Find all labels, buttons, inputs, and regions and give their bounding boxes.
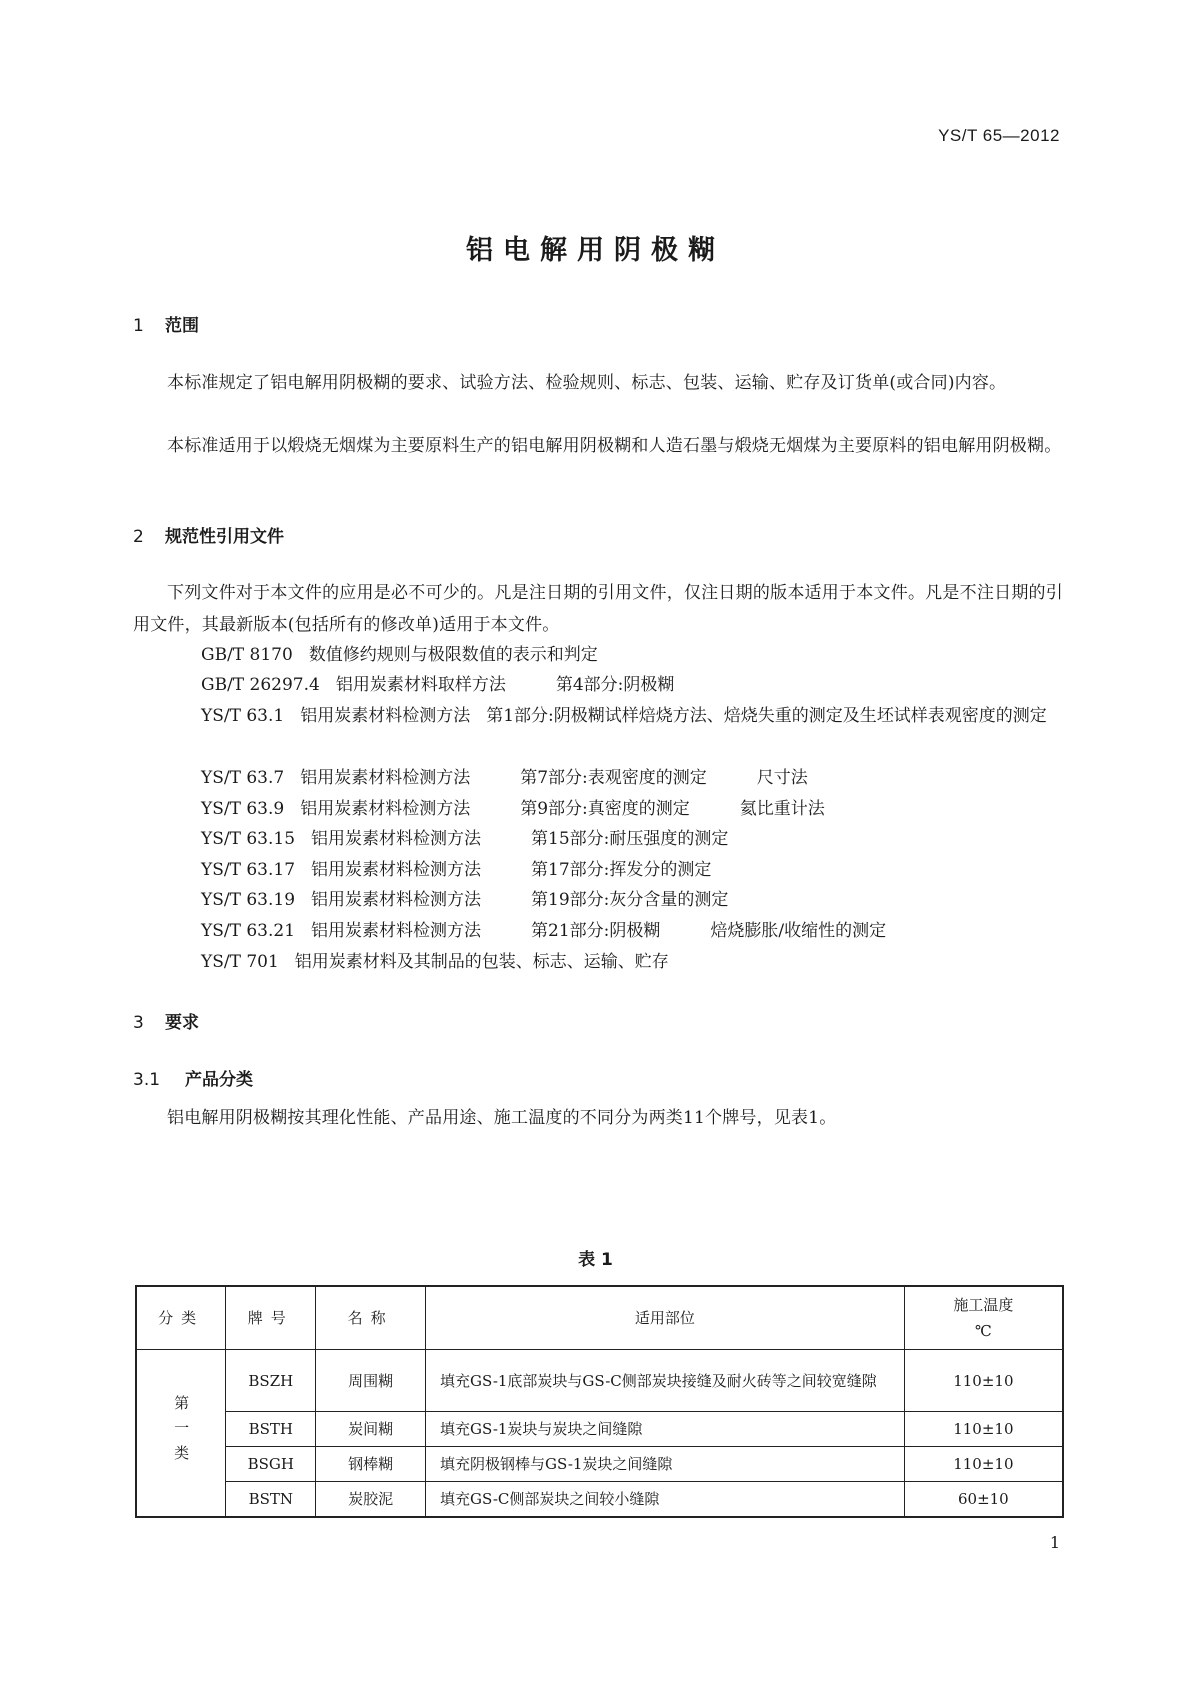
section-3-1-heading <box>133 1065 253 1090</box>
reference-title: 铝用炭素材料及其制品的包装、标志、运输、贮存 <box>294 952 669 972</box>
reference-title: 铝用炭素材料检测方法 <box>311 829 482 849</box>
reference-item <box>133 762 1063 794</box>
section-2-paragraph-1: 下列文件对于本文件的应用是必不可少的。凡是注日期的引用文件，仅注日期的版本适用于本文件。凡是不注日期的引用文件，其最新版本(包括所有的修改单)适用于本文件。 <box>133 583 1063 635</box>
section-1-heading <box>133 311 199 336</box>
table-row <box>136 1482 1063 1517</box>
grade-cell: BSTH <box>226 1412 316 1447</box>
reference-code: YS/T 63.9 <box>201 799 285 819</box>
reference-item <box>133 823 1063 855</box>
table-row <box>136 1447 1063 1482</box>
temperature-cell: 110±10 <box>904 1412 1063 1447</box>
reference-part: 第9部分:真密度的测定 <box>520 799 690 819</box>
reference-part: 第1部分:阴极糊试样焙烧方法、焙烧失重的测定及生坯试样表观密度的测定 <box>486 706 1047 726</box>
reference-part: 第21部分:阴极糊 <box>531 921 661 941</box>
section-3-1-paragraph: 铝电解用阴极糊按其理化性能、产品用途、施工温度的不同分为两类11个牌号，见表1。 <box>167 1108 837 1128</box>
reference-title: 铝用炭素材料检测方法 <box>300 768 471 788</box>
section-title: 规范性引用文件 <box>165 527 284 547</box>
reference-part: 第19部分:灰分含量的测定 <box>531 890 729 910</box>
section-2-heading <box>133 522 284 547</box>
reference-code: GB/T 26297.4 <box>201 675 320 695</box>
reference-title: 铝用炭素材料检测方法 <box>300 706 471 726</box>
reference-title: 铝用炭素材料检测方法 <box>311 890 482 910</box>
table-caption: 表 1 <box>578 1250 613 1270</box>
use-cell: 填充GS-1底部炭块与GS-C侧部炭块接缝及耐火砖等之间较宽缝隙 <box>426 1350 905 1412</box>
grade-cell: BSGH <box>226 1447 316 1482</box>
section-number: 1 <box>133 316 144 336</box>
reference-code: YS/T 63.15 <box>201 829 296 849</box>
reference-method: 焙烧膨胀/收缩性的测定 <box>710 921 887 941</box>
name-cell: 周围糊 <box>316 1350 426 1412</box>
header-temperature-unit: ℃ <box>974 1322 992 1340</box>
reference-title: 铝用炭素材料检测方法 <box>311 921 482 941</box>
section-number: 3 <box>133 1013 144 1033</box>
reference-code: YS/T 63.17 <box>201 860 296 880</box>
table-row <box>136 1350 1063 1412</box>
section-number: 2 <box>133 527 144 547</box>
reference-code: YS/T 63.7 <box>201 768 285 788</box>
reference-part: 第17部分:挥发分的测定 <box>531 860 712 880</box>
reference-item <box>133 700 1063 732</box>
header-name: 名称 <box>316 1286 426 1350</box>
reference-title: 铝用炭素材料检测方法 <box>300 799 471 819</box>
temperature-cell: 110±10 <box>904 1350 1063 1412</box>
reference-item <box>133 915 1063 947</box>
header-temperature-label: 施工温度 <box>953 1296 1014 1314</box>
section-title: 产品分类 <box>185 1070 253 1090</box>
header-grade: 牌号 <box>226 1286 316 1350</box>
name-cell: 炭胶泥 <box>316 1482 426 1517</box>
section-1-paragraph-1: 本标准规定了铝电解用阴极糊的要求、试验方法、检验规则、标志、包装、运输、贮存及订货单(或合同)内容。 <box>167 373 1007 393</box>
reference-method: 氦比重计法 <box>739 799 825 819</box>
section-title: 要求 <box>165 1013 199 1033</box>
section-3-heading <box>133 1008 199 1033</box>
reference-item <box>133 639 1063 671</box>
grade-cell: BSZH <box>226 1350 316 1412</box>
category-cell: 第一类 <box>136 1350 226 1517</box>
reference-code: YS/T 63.21 <box>201 921 296 941</box>
temperature-cell: 110±10 <box>904 1447 1063 1482</box>
document-title: 铝电解用阴极糊 <box>466 235 725 266</box>
name-cell: 炭间糊 <box>316 1412 426 1447</box>
grade-cell: BSTN <box>226 1482 316 1517</box>
reference-part: 第15部分:耐压强度的测定 <box>531 829 729 849</box>
section-number: 3.1 <box>133 1070 161 1090</box>
reference-item <box>133 946 1063 978</box>
reference-title: 铝用炭素材料取样方法 <box>335 675 506 695</box>
header-temperature <box>904 1286 1063 1350</box>
header-category: 分类 <box>136 1286 226 1350</box>
header-use: 适用部位 <box>426 1286 905 1350</box>
reference-part: 第4部分:阴极糊 <box>555 675 675 695</box>
temperature-cell: 60±10 <box>904 1482 1063 1517</box>
use-cell: 填充GS-1炭块与炭块之间缝隙 <box>426 1412 905 1447</box>
reference-code: GB/T 8170 <box>201 645 293 665</box>
reference-item <box>133 793 1063 825</box>
reference-item <box>133 669 1063 701</box>
reference-method: 尺寸法 <box>756 768 808 788</box>
reference-code: YS/T 63.19 <box>201 890 296 910</box>
use-cell: 填充阴极钢棒与GS-1炭块之间缝隙 <box>426 1447 905 1482</box>
reference-title: 数值修约规则与极限数值的表示和判定 <box>308 645 598 665</box>
section-title: 范围 <box>165 316 199 336</box>
reference-code: YS/T 701 <box>201 952 279 972</box>
section-1-paragraph-2: 本标准适用于以煅烧无烟煤为主要原料生产的铝电解用阴极糊和人造石墨与煅烧无烟煤为主要原料的铝电解用阴极糊。 <box>167 436 1062 456</box>
name-cell: 钢棒糊 <box>316 1447 426 1482</box>
reference-part: 第7部分:表观密度的测定 <box>520 768 707 788</box>
reference-title: 铝用炭素材料检测方法 <box>311 860 482 880</box>
product-classification-table <box>135 1285 1064 1518</box>
use-cell: 填充GS-C侧部炭块之间较小缝隙 <box>426 1482 905 1517</box>
reference-code: YS/T 63.1 <box>201 706 285 726</box>
table-header-row <box>136 1286 1063 1350</box>
page-number: 1 <box>1049 1533 1060 1552</box>
reference-item <box>133 884 1063 916</box>
reference-item <box>133 854 1063 886</box>
table-row <box>136 1412 1063 1447</box>
standard-code: YS/T 65—2012 <box>938 126 1060 145</box>
